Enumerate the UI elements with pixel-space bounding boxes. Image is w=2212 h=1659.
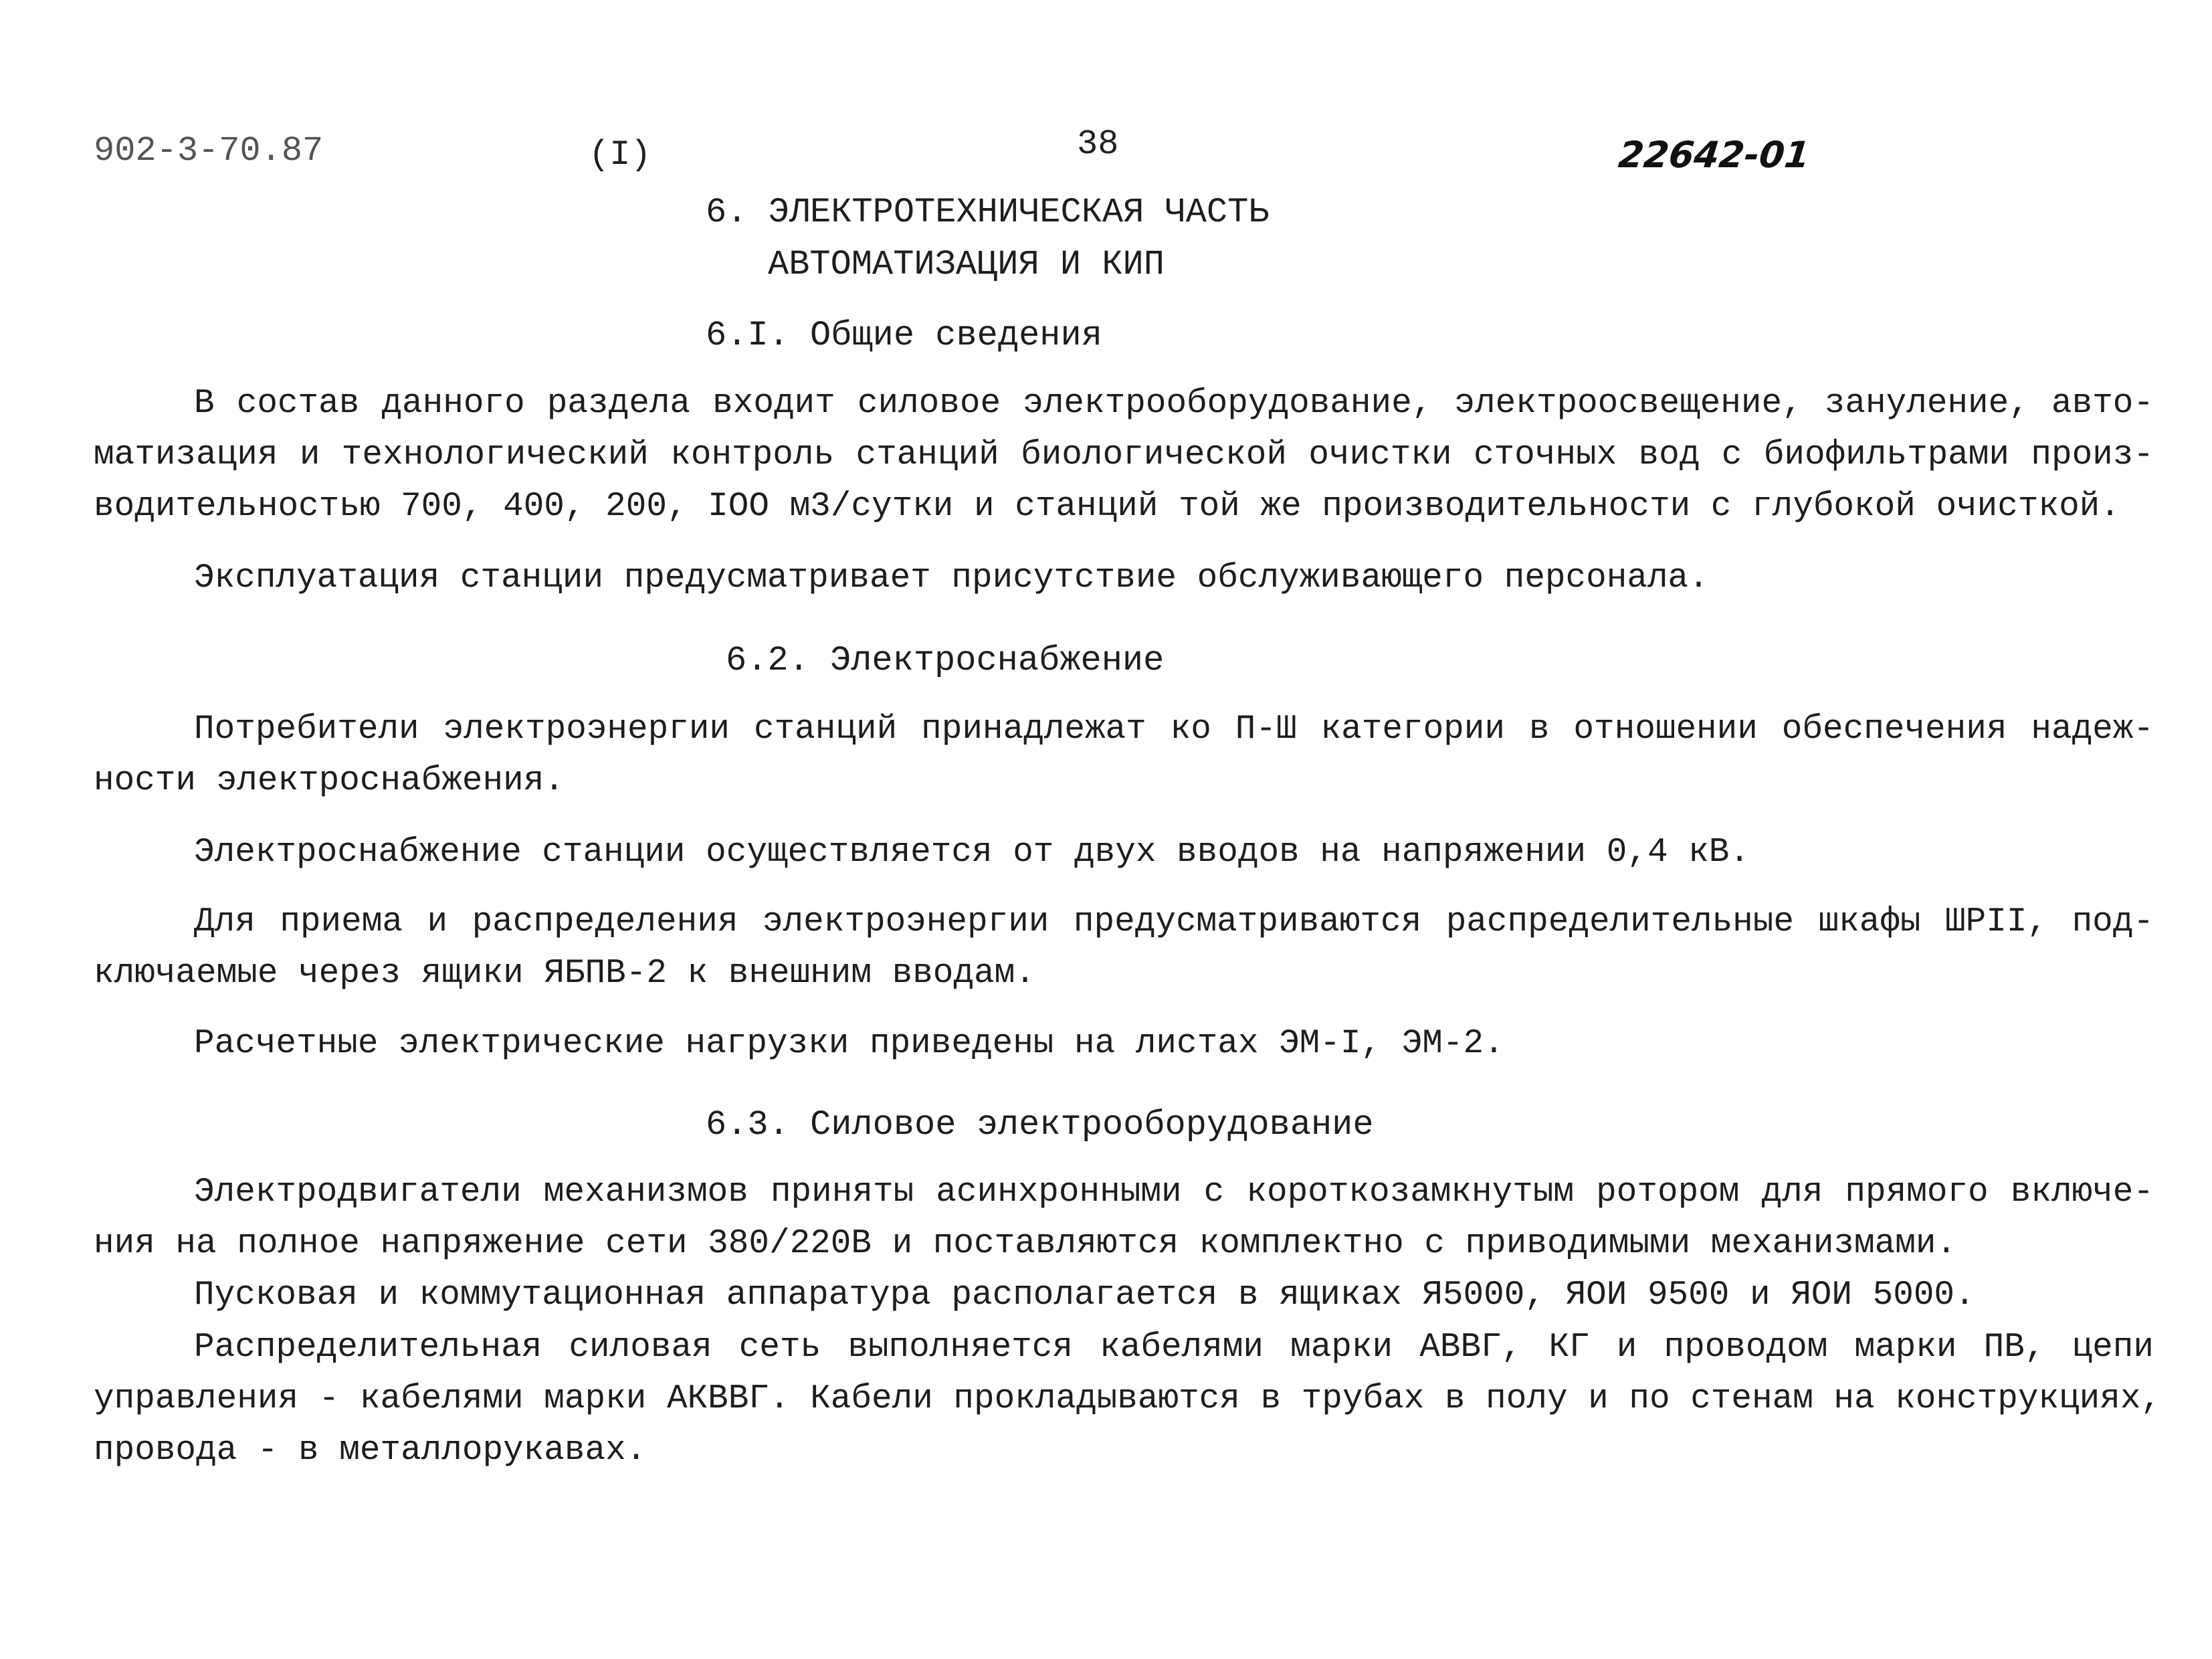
text-line: Распределительная силовая сеть выполняется кабелями марки АВВГ, КГ и проводом марки ПВ, цепи: [194, 1329, 2154, 1367]
text-line: провода - в металлорукавах.: [94, 1432, 647, 1470]
paragraph-6-2-loads: [94, 1018, 2154, 1070]
page-number: 38: [1077, 124, 1119, 164]
paragraph-6-2-consumers: [94, 704, 2154, 807]
paragraph-6-3-switchgear: [94, 1270, 2154, 1321]
issue-number: (I): [589, 135, 651, 175]
text-line: водительностью 700, 400, 200, IOO м3/сутки и станций той же производительности с глубокой очисткой.: [94, 488, 2120, 526]
text-line: ности электроснабжения.: [94, 762, 565, 800]
text-line: ния на полное напряжение сети 380/220В и поставляются комплектно с приводимыми механизмами.: [94, 1225, 1957, 1263]
text-line: Пусковая и коммутационная аппаратура располагается в ящиках Я5000, ЯОИ 9500 и ЯОИ 5000.: [194, 1276, 1975, 1314]
handwritten-code: 22642-01: [1616, 134, 1812, 176]
heading-6-2: 6.2. Электроснабжение: [726, 641, 1165, 680]
text-line: Расчетные электрические нагрузки приведены на листах ЭМ-I, ЭМ-2.: [194, 1025, 1504, 1063]
heading-6-1: 6.I. Общие сведения: [706, 316, 1102, 355]
paragraph-6-3-motors: [94, 1167, 2154, 1270]
text-line: Для приема и распределения электроэнергии предусматриваются распределительные шкафы ШРII, под-: [194, 903, 2154, 941]
paragraph-6-2-supply: [94, 827, 2154, 878]
section-title-line1: 6. ЭЛЕКТРОТЕХНИЧЕСКАЯ ЧАСТЬ: [706, 193, 1270, 232]
paragraph-6-3-network: [94, 1322, 2162, 1476]
text-line: матизация и технологический контроль станций биологической очистки сточных вод с биофильтрами произ-: [94, 436, 2154, 474]
text-line: ключаемые через ящики ЯБПВ-2 к внешним вводам.: [94, 955, 1035, 993]
text-line: Электроснабжение станции осуществляется от двух вводов на напряжении 0,4 кВ.: [194, 834, 1750, 872]
paragraph-6-1-operation: [94, 553, 2154, 604]
document-code: 902-3-70.87: [94, 131, 324, 171]
text-line: Эксплуатация станции предусматривает присутствие обслуживающего персонала.: [194, 559, 1709, 597]
section-title-line2: АВТОМАТИЗАЦИЯ И КИП: [768, 245, 1165, 284]
text-line: Электродвигатели механизмов приняты асинхронными с короткозамкнутым ротором для прямого включе-: [194, 1173, 2154, 1211]
text-line: Потребители электроэнергии станций принадлежат ко П-Ш категории в отношении обеспечения надеж-: [194, 710, 2154, 749]
paragraph-6-2-distribution: [94, 896, 2154, 999]
text-line: управления - кабелями марки АКВВГ. Кабели прокладываются в трубах в полу и по стенам на конструкциях,: [94, 1380, 2162, 1418]
paragraph-6-1-composition: [94, 378, 2154, 532]
heading-6-3: 6.3. Силовое электрооборудование: [706, 1105, 1374, 1145]
text-line: В состав данного раздела входит силовое электрооборудование, электроосвещение, зануление, авто-: [194, 385, 2154, 423]
